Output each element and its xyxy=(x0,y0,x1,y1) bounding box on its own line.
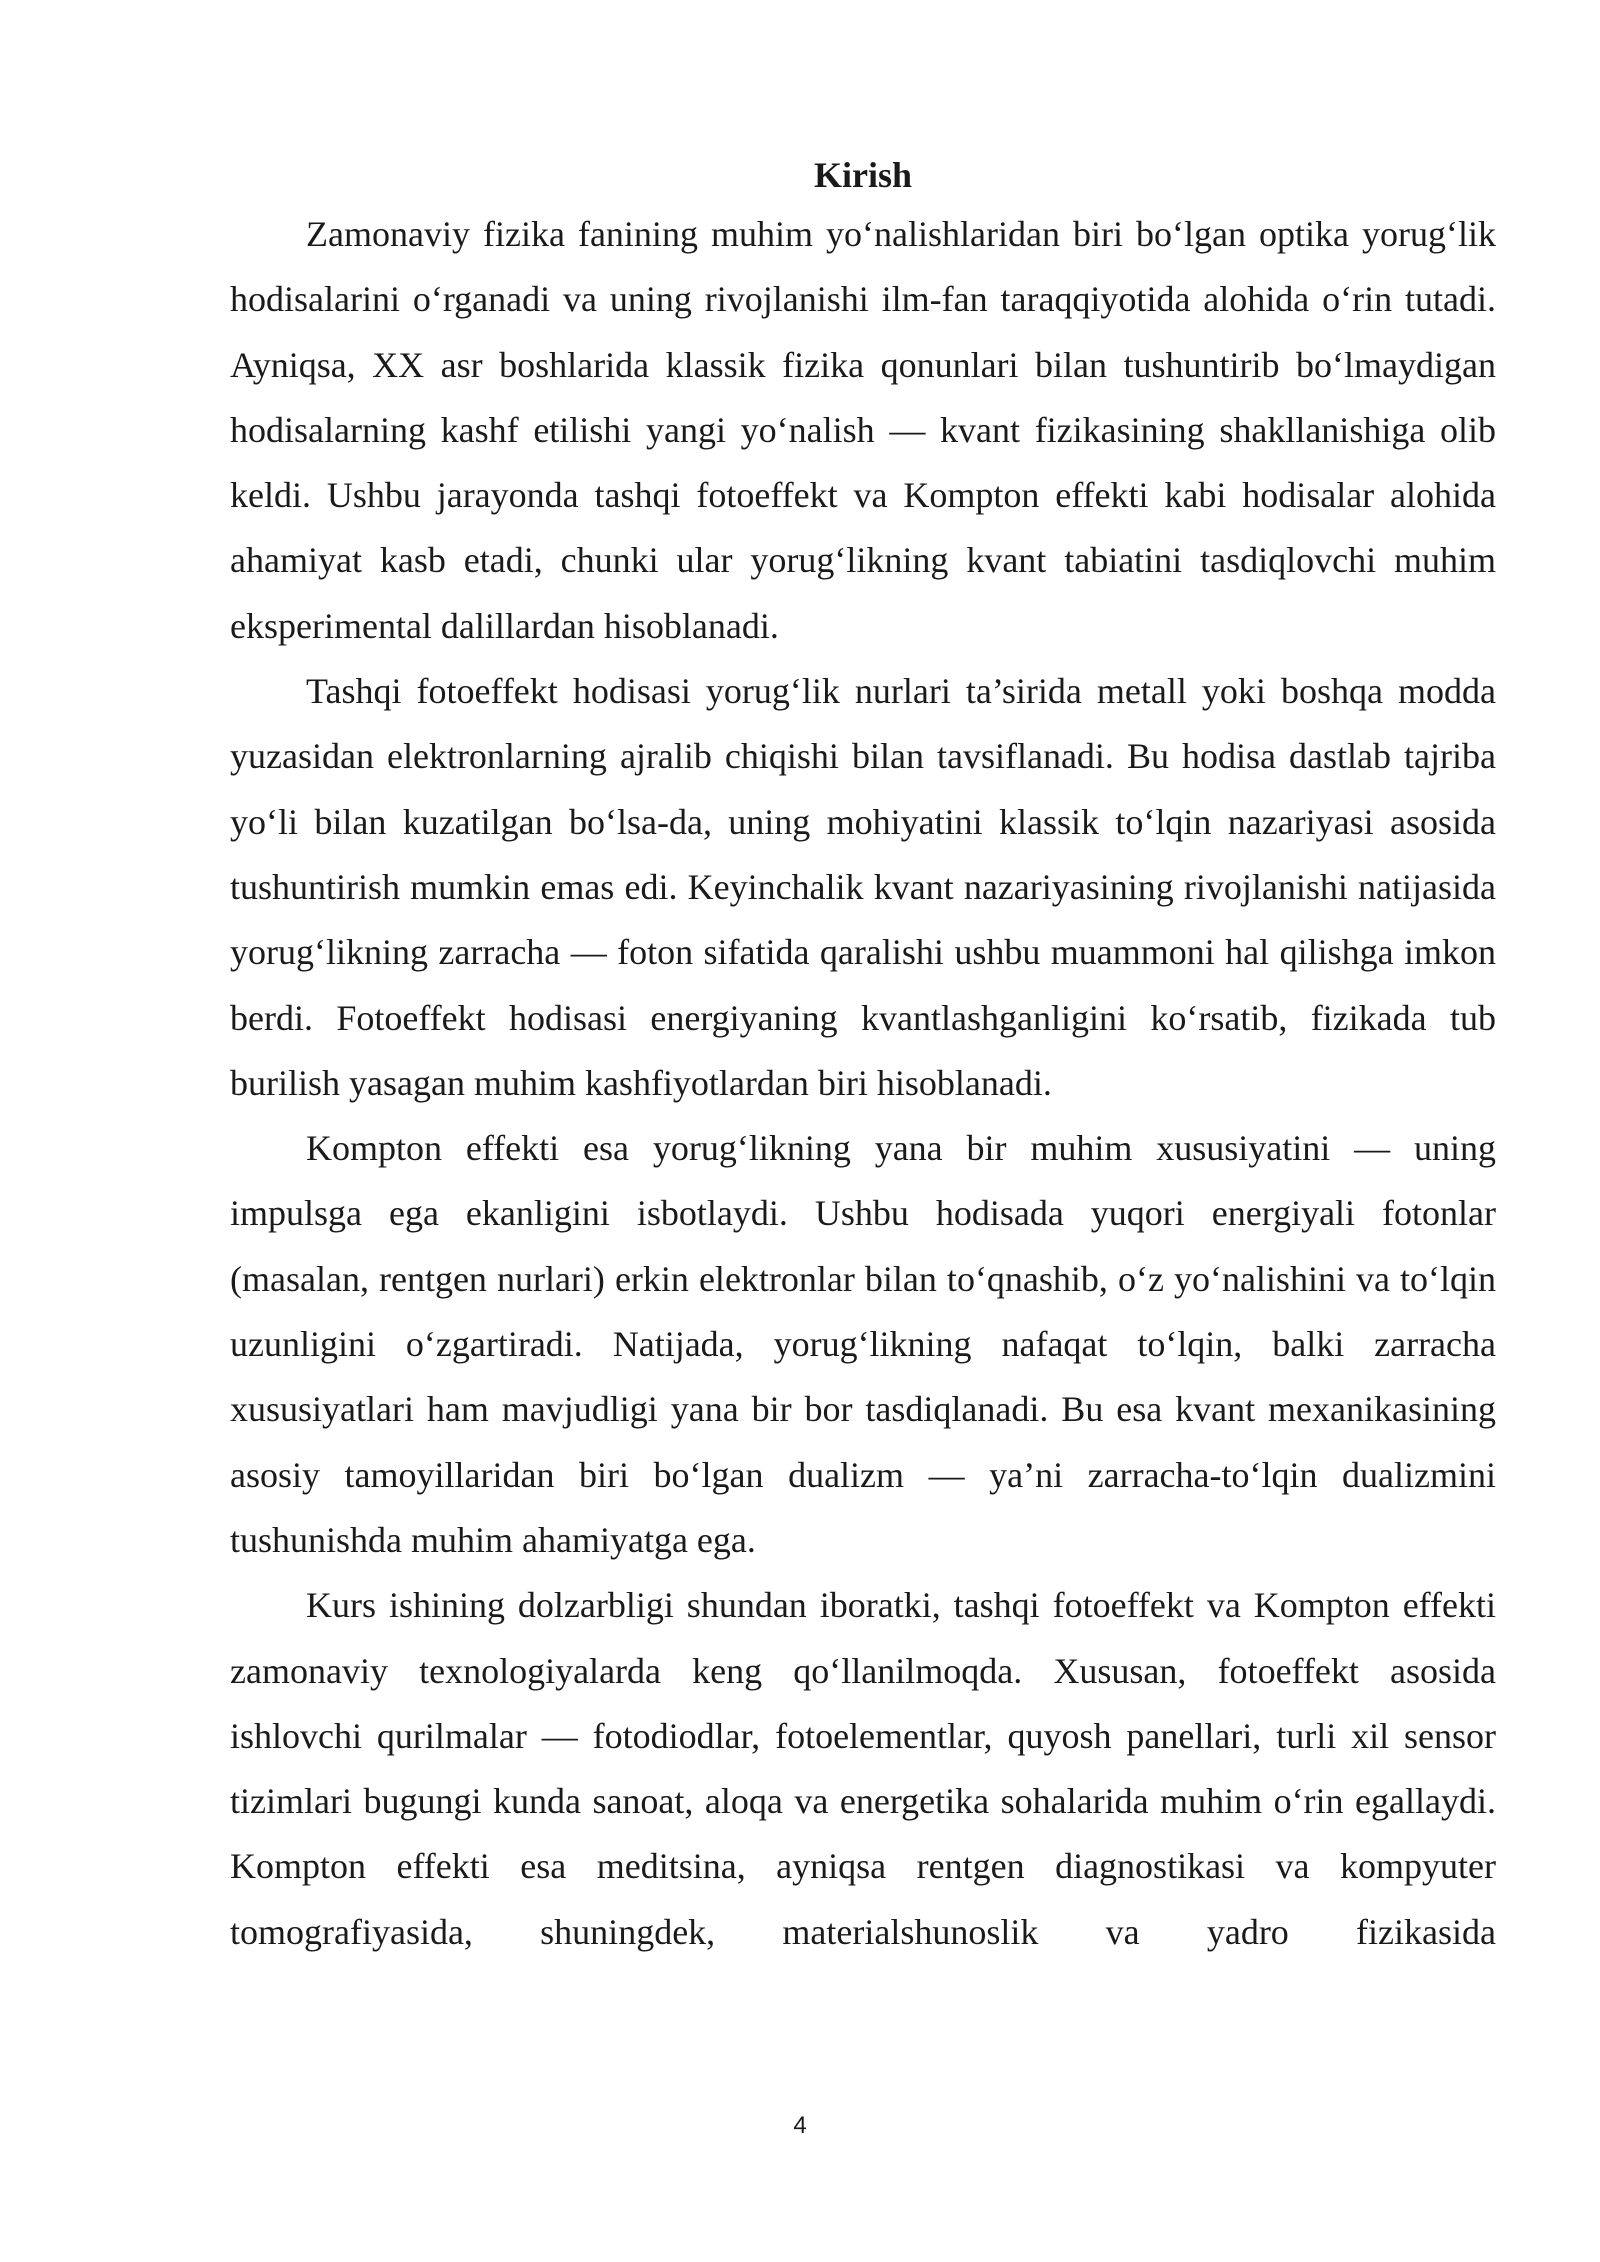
paragraph-compton: Kompton effekti esa yorugʻlikning yana bir muhim xususiyatini — uning impulsga ega ekanligini isbotlaydi. Ushbu hodisada yuqori energiyali fotonlar (masalan, rentgen nurlari) erkin elektronlar bilan toʻqnashib, oʻz yoʻnalishini va toʻlqin uzunligini oʻzgartiradi. Natijada, yorugʻlikning nafaqat toʻlqin, balki zarracha xususiyatlari ham mavjudligi yana bir bor tasdiqlanadi. Bu esa kvant mexanikasining asosiy tamoyillaridan biri boʻlgan dualizm — ya’ni zarracha-toʻlqin dualizmini tushunishda muhim ahamiyatga ega. xyxy=(230,1128,1496,1560)
paragraph-photoeffect: Tashqi fotoeffekt hodisasi yorugʻlik nurlari ta’sirida metall yoki boshqa modda yuzasidan elektronlarning ajralib chiqishi bilan tavsiflanadi. Bu hodisa dastlab tajriba yoʻli bilan kuzatilgan boʻlsa-da, uning mohiyatini klassik toʻlqin nazariyasi asosida tushuntirish mumkin emas edi. Keyinchalik kvant nazariyasining rivojlanishi natijasida yorugʻlikning zarracha — foton sifatida qaralishi ushbu muammoni hal qilishga imkon berdi. Fotoeffekt hodisasi energiyaning kvantlashganligini koʻrsatib, fizikada tub burilish yasagan muhim kashfiyotlardan biri hisoblanadi. xyxy=(230,671,1496,1103)
paragraph-intro: Zamonaviy fizika fanining muhim yoʻnalishlaridan biri boʻlgan optika yorugʻlik hodisalarini oʻrganadi va uning rivojlanishi ilm-fan taraqqiyotida alohida oʻrin tutadi. Ayniqsa, XX asr boshlarida klassik fizika qonunlari bilan tushuntirib boʻlmaydigan hodisalarning kashf etilishi yangi yoʻnalish — kvant fizikasining shakllanishiga olib keldi. Ushbu jarayonda tashqi fotoeffekt va Kompton effekti kabi hodisalar alohida ahamiyat kasb etadi, chunki ular yorugʻlikning kvant tabiatini tasdiqlovchi muhim eksperimental dalillardan hisoblanadi. xyxy=(230,214,1496,646)
paragraph-relevance: Kurs ishining dolzarbligi shundan iboratki, tashqi fotoeffekt va Kompton effekti zamonaviy texnologiyalarda keng qoʻllanilmoqda. Xususan, fotoeffekt asosida ishlovchi qurilmalar — fotodiodlar, fotoelementlar, quyosh panellari, turli xil sensor tizimlari bugungi kunda sanoat, aloqa va energetika sohalarida muhim oʻrin egallaydi. Kompton effekti esa meditsina, ayniqsa rentgen diagnostikasi va kompyuter tomografiyasida, shuningdek, materialshunoslik va yadro fizikasida xyxy=(230,1585,1496,1952)
document-body xyxy=(230,148,1496,1965)
page-number: 4 xyxy=(793,2112,807,2139)
section-title: Kirish xyxy=(813,155,912,195)
